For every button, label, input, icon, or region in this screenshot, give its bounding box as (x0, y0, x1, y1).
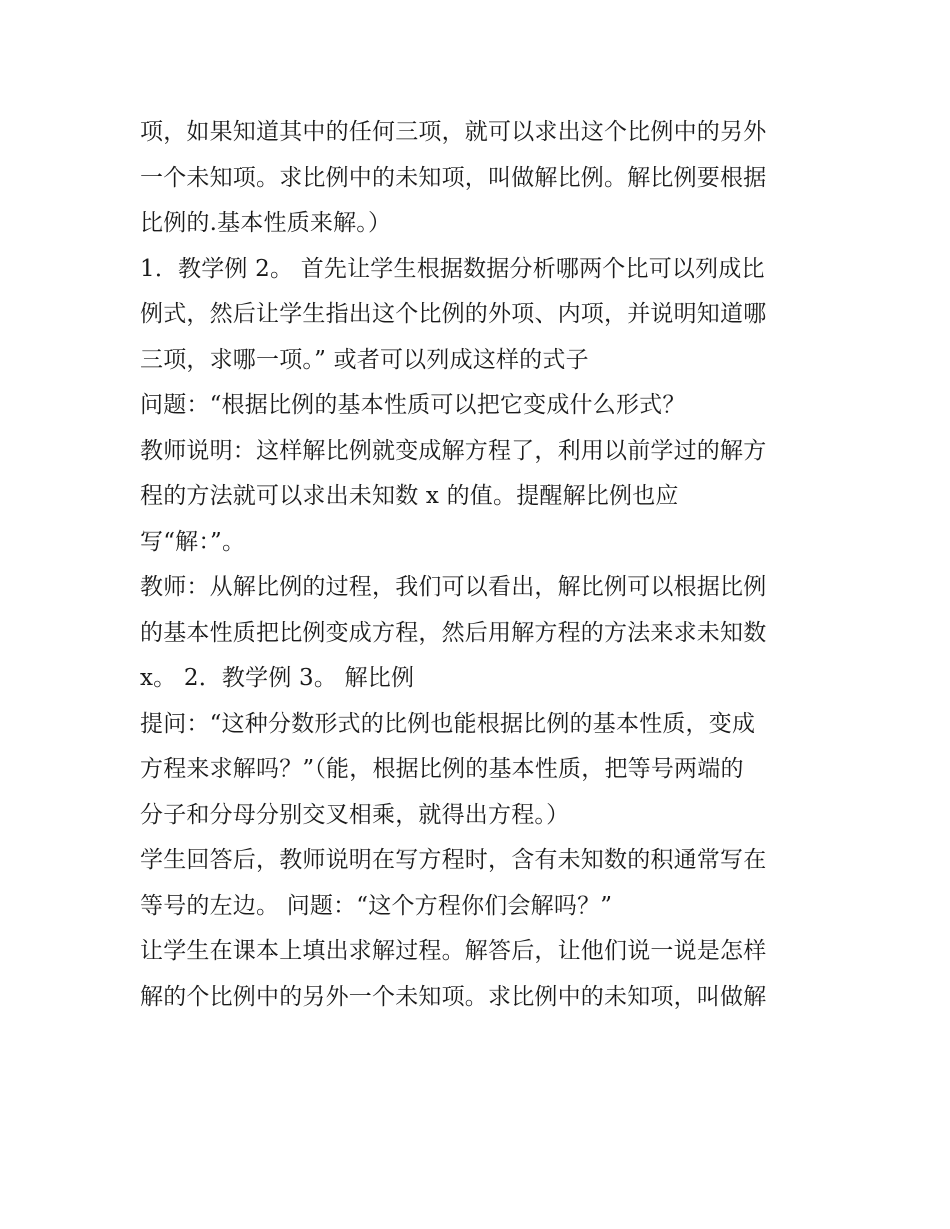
text-line: 解的个比例中的另外一个未知项。求比例中的未知项，叫做解 (140, 983, 767, 1010)
text-line: 写“解：”。 (140, 528, 246, 555)
paragraph-6 (140, 702, 820, 839)
text-line: 例式，然后让学生指出这个比例的外项、内项，并说明知道哪 (140, 301, 767, 327)
text-line: 教师说明：这样解比例就变成解方程了，利用以前学过的解方 (140, 437, 767, 464)
paragraph-1 (140, 110, 820, 247)
text-line: x。 2．教学例 3。 解比例 (140, 665, 415, 691)
paragraph-3 (140, 383, 820, 429)
text-line: 学生回答后，教师说明在写方程时，含有未知数的积通常写在 (140, 847, 767, 873)
text-line: 程的方法就可以求出未知数 x 的值。提醒解比例也应 (140, 483, 679, 509)
text-line: 方程来求解吗？”（能，根据比例的基本性质，把等号两端的 (140, 756, 744, 782)
text-line: 教师：从解比例的过程，我们可以看出，解比例可以根据比例 (140, 574, 767, 600)
text-line: 让学生在课本上填出求解过程。解答后，让他们说一说是怎样 (140, 938, 767, 964)
text-line: 的基本性质把比例变成方程，然后用解方程的方法来求未知数 (140, 619, 767, 646)
paragraph-5 (140, 565, 820, 702)
document-body (140, 110, 820, 1020)
text-line: 等号的左边。 问题：“这个方程你们会解吗？” (140, 892, 613, 919)
paragraph-4 (140, 429, 820, 566)
paragraph-2 (140, 247, 820, 384)
text-line: 问题：“根据比例的基本性质可以把它变成什么形式？ (140, 392, 686, 418)
paragraph-8 (140, 929, 820, 1020)
text-line: 一个未知项。求比例中的未知项，叫做解比例。解比例要根据 (140, 164, 767, 191)
paragraph-7 (140, 838, 820, 929)
text-line: 比例的.基本性质来解。） (140, 210, 392, 236)
text-line: 项，如果知道其中的任何三项，就可以求出这个比例中的另外 (140, 119, 767, 145)
text-line: 三项，求哪一项。” 或者可以列成这样的式子 (140, 346, 589, 373)
text-line: 分子和分母分别交叉相乘，就得出方程。） (140, 801, 570, 828)
text-line: 1．教学例 2。 首先让学生根据数据分析哪两个比可以列成比 (140, 255, 765, 282)
text-line: 提问：“这种分数形式的比例也能根据比例的基本性质，变成 (140, 710, 756, 737)
